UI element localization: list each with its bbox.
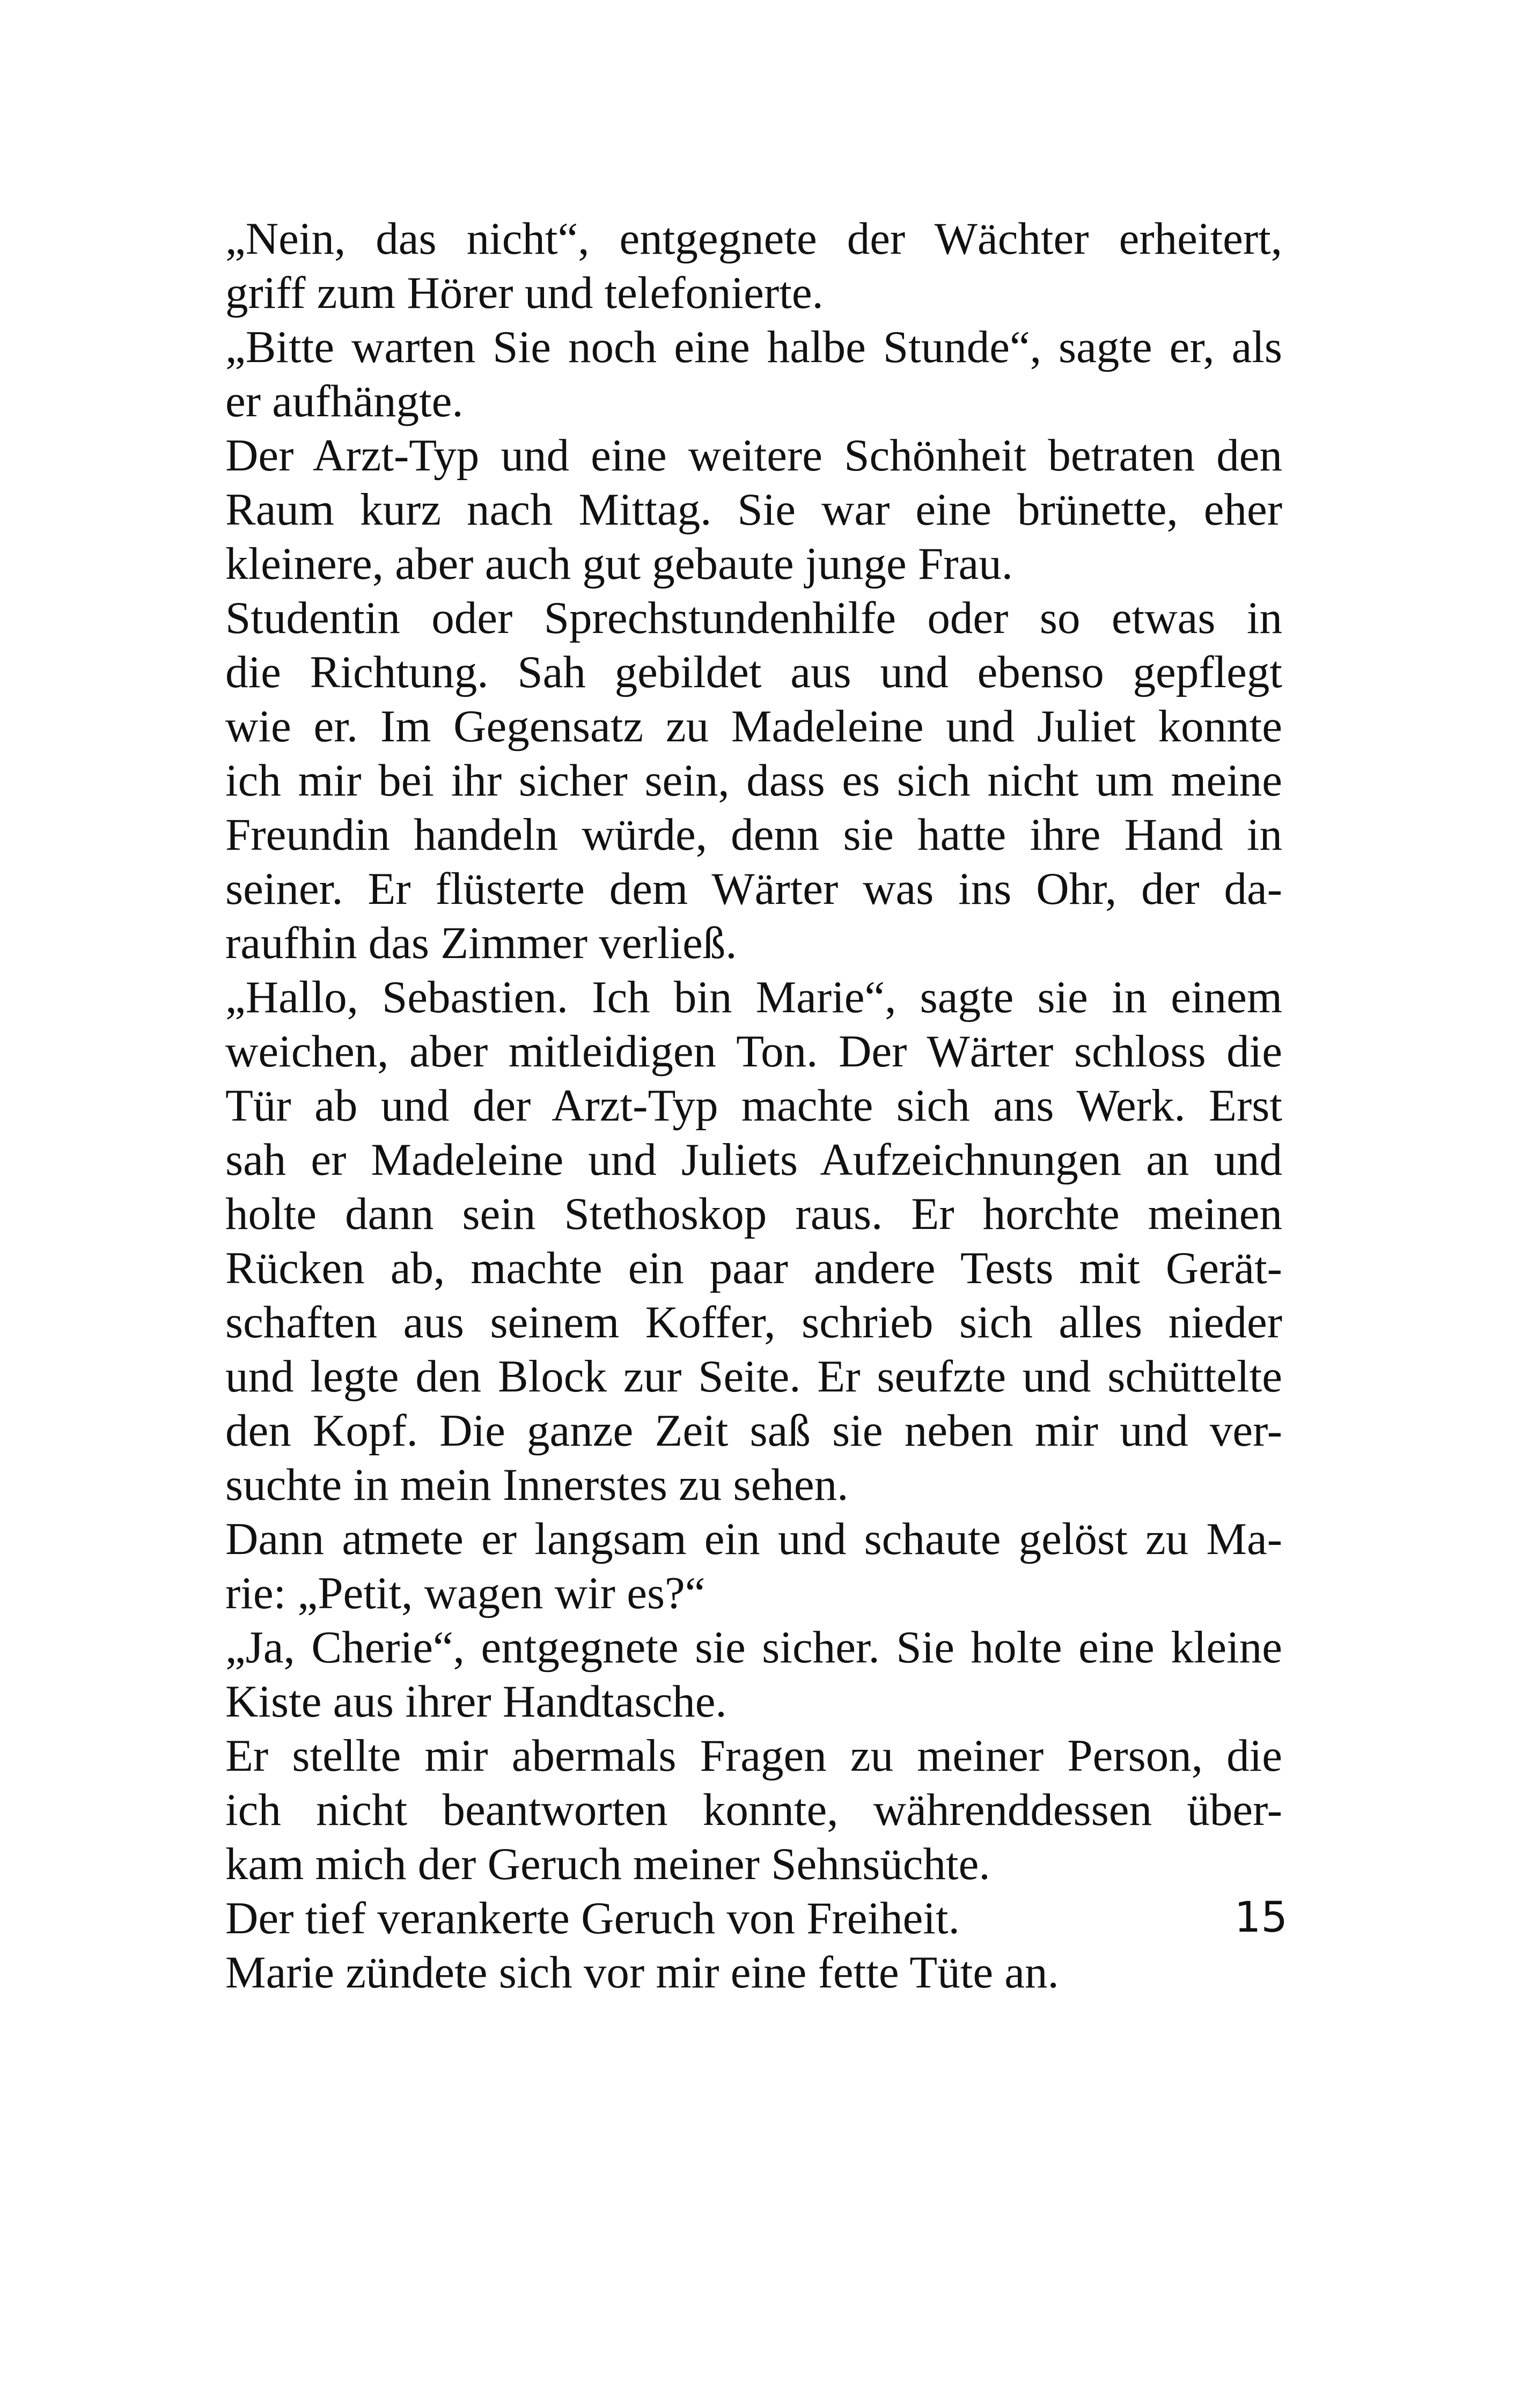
text-line: wie er. Im Gegensatz zu Madeleine und Juliet konnte <box>225 701 1282 752</box>
text-line: kam mich der Geruch meiner Sehnsüchte. <box>225 1839 990 1889</box>
text-line: Der Arzt-Typ und eine weitere Schönheit betraten den <box>225 430 1282 481</box>
text-line: holte dann sein Stethoskop raus. Er horchte meinen <box>225 1189 1282 1239</box>
text-line: Marie zündete sich vor mir eine fette Tüte an. <box>225 1947 1059 1998</box>
text-line: sah er Madeleine und Juliets Aufzeichnungen an und <box>225 1135 1282 1185</box>
text-line: raufhin das Zimmer verließ. <box>225 918 737 968</box>
body-text <box>225 212 1282 2000</box>
text-line: Studentin oder Sprechstundenhilfe oder so etwas in <box>225 593 1282 643</box>
text-line: „Nein, das nicht“, entgegnete der Wächter erheitert, <box>225 213 1282 264</box>
text-line: Der tief verankerte Geruch von Freiheit. <box>225 1893 960 1943</box>
text-line: weichen, aber mitleidigen Ton. Der Wärter schloss die <box>225 1026 1282 1077</box>
text-line: Freundin handeln würde, denn sie hatte ihre Hand in <box>225 809 1282 860</box>
text-line: schaften aus seinem Koffer, schrieb sich alles nieder <box>225 1297 1282 1347</box>
text-line: ich mir bei ihr sicher sein, dass es sich nicht um meine <box>225 755 1282 806</box>
text-line: Tür ab und der Arzt-Typ machte sich ans Werk. Erst <box>225 1080 1282 1131</box>
text-line: seiner. Er flüsterte dem Wärter was ins Ohr, der da- <box>225 864 1282 914</box>
text-line: suchte in mein Innerstes zu sehen. <box>225 1460 849 1510</box>
text-line: „Ja, Cherie“, entgegnete sie sicher. Sie holte eine kleine <box>225 1622 1282 1673</box>
text-line: er aufhängte. <box>225 376 464 426</box>
page-number: 15 <box>1234 1894 1288 1942</box>
text-line: die Richtung. Sah gebildet aus und ebenso gepflegt <box>225 647 1282 697</box>
text-line: „Bitte warten Sie noch eine halbe Stunde“, sagte er, als <box>225 322 1282 372</box>
text-line: griff zum Hörer und telefonierte. <box>225 268 824 318</box>
text-line: Kiste aus ihrer Handtasche. <box>225 1676 727 1727</box>
text-line: „Hallo, Sebastien. Ich bin Marie“, sagte sie in einem <box>225 972 1282 1022</box>
text-line: kleinere, aber auch gut gebaute junge Frau. <box>225 539 1013 589</box>
text-line: Raum kurz nach Mittag. Sie war eine brünette, eher <box>225 484 1282 535</box>
text-line: ich nicht beantworten konnte, währenddessen über- <box>225 1785 1282 1835</box>
text-line: Rücken ab, machte ein paar andere Tests mit Gerät- <box>225 1243 1282 1293</box>
text-line: den Kopf. Die ganze Zeit saß sie neben mir und ver- <box>225 1405 1282 1456</box>
text-line: und legte den Block zur Seite. Er seufzte und schüttelte <box>225 1351 1282 1402</box>
text-line: Dann atmete er langsam ein und schaute gelöst zu Ma- <box>225 1514 1282 1564</box>
text-line: rie: „Petit, wagen wir es?“ <box>225 1568 706 1618</box>
text-line: Er stellte mir abermals Fragen zu meiner Person, die <box>225 1730 1282 1781</box>
